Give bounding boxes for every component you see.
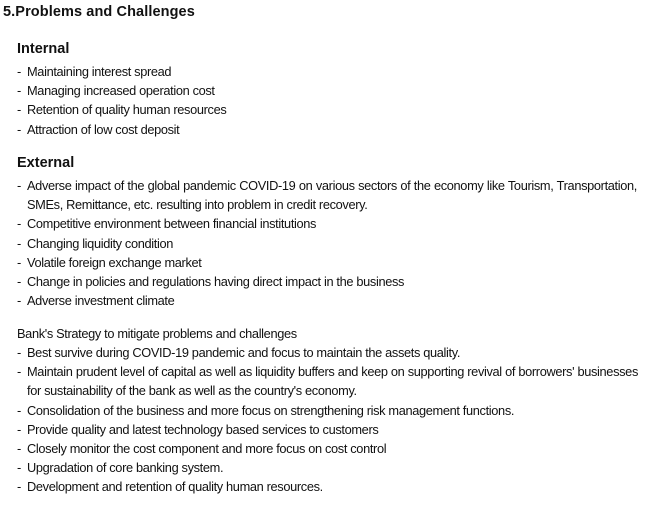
internal-heading: Internal xyxy=(17,41,70,57)
bullet-dash: - xyxy=(17,479,21,495)
bullet-dash: - xyxy=(17,254,21,270)
bullet-dash: - xyxy=(17,235,21,251)
external-list xyxy=(17,176,637,310)
external-list-item-text: Adverse investment climate xyxy=(27,293,175,309)
external-list-item xyxy=(17,234,637,253)
internal-list-item xyxy=(17,81,637,100)
internal-list-item-text: Attraction of low cost deposit xyxy=(27,121,180,137)
bullet-dash: - xyxy=(17,274,21,290)
section-heading xyxy=(3,4,195,20)
bullet-dash: - xyxy=(17,293,21,309)
external-list-item xyxy=(17,214,637,233)
strategy-list-item-text: Best survive during COVID-19 pandemic and focus to maintain the assets quality. xyxy=(27,345,461,360)
external-list-item-text: Changing liquidity condition xyxy=(27,235,173,251)
bullet-dash: - xyxy=(17,460,21,476)
internal-list-item xyxy=(17,62,637,81)
bullet-dash: - xyxy=(17,64,21,79)
strategy-list-item-text: Consolidation of the business and more focus on strengthening risk management functions. xyxy=(27,402,515,418)
external-list-item-text: Adverse impact of the global pandemic COVID-19 on various sectors of the economy like Tourism, Transportation, SMEs, Remittance, etc. resulting into problem in credit recovery. xyxy=(27,178,637,213)
bullet-dash: - xyxy=(17,441,21,457)
bullet-dash: - xyxy=(17,364,21,380)
strategy-list-item xyxy=(17,477,638,496)
strategy-list-item-text: Maintain prudent level of capital as well as liquidity buffers and keep on supporting revival of borrowers' businesses for sustainability of the bank as well as the country's economy. xyxy=(27,364,638,399)
strategy-list-item-text: Development and retention of quality human resources. xyxy=(27,479,323,495)
external-heading: External xyxy=(17,155,75,171)
section-title: Problems and Challenges xyxy=(15,4,195,20)
section-number: 5. xyxy=(3,4,16,20)
bullet-dash: - xyxy=(17,83,21,99)
external-list-item-text: Volatile foreign exchange market xyxy=(27,254,202,270)
external-list-item xyxy=(17,291,637,310)
strategy-list xyxy=(17,343,638,497)
strategy-list-item xyxy=(17,362,638,400)
bullet-dash: - xyxy=(17,402,21,418)
internal-list-item-text: Maintaining interest spread xyxy=(27,64,172,79)
external-list-item-text: Change in policies and regulations having direct impact in the business xyxy=(27,274,405,290)
strategy-list-item-text: Closely monitor the cost component and more focus on cost control xyxy=(27,441,387,457)
bullet-dash: - xyxy=(17,121,21,137)
strategy-intro: Bank's Strategy to mitigate problems and challenges xyxy=(17,326,297,341)
internal-list-item-text: Retention of quality human resources xyxy=(27,102,227,118)
external-list-item xyxy=(17,272,637,291)
bullet-dash: - xyxy=(17,178,21,193)
external-list-item xyxy=(17,176,637,214)
external-list-item-text: Competitive environment between financial institutions xyxy=(27,216,317,232)
strategy-list-item xyxy=(17,458,638,477)
strategy-list-item xyxy=(17,401,638,420)
internal-list-item-text: Managing increased operation cost xyxy=(27,83,215,99)
strategy-list-item xyxy=(17,420,638,439)
external-list-item xyxy=(17,253,637,272)
strategy-list-item xyxy=(17,343,638,362)
internal-list-item xyxy=(17,100,637,119)
bullet-dash: - xyxy=(17,421,21,437)
internal-list-item xyxy=(17,120,637,139)
bullet-dash: - xyxy=(17,102,21,118)
strategy-list-item-text: Provide quality and latest technology based services to customers xyxy=(27,421,379,437)
strategy-list-item-text: Upgradation of core banking system. xyxy=(27,460,224,476)
bullet-dash: - xyxy=(17,345,21,360)
bullet-dash: - xyxy=(17,216,21,232)
internal-list xyxy=(17,62,637,139)
strategy-list-item xyxy=(17,439,638,458)
